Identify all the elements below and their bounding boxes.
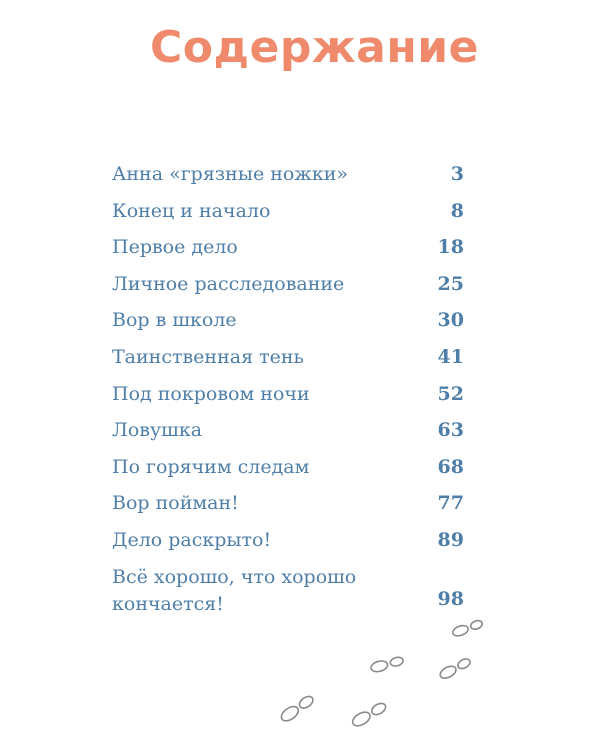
toc-entry-page: 52: [437, 382, 464, 405]
toc-entry: [112, 265, 464, 302]
toc-entry-title: Анна «грязные ножки»: [112, 163, 348, 185]
toc-entry: [112, 521, 464, 558]
toc-entry-page: 63: [437, 419, 464, 442]
toc-entry-title: По горячим следам: [112, 455, 310, 478]
toc-entry-title: Вор пойман!: [112, 492, 239, 515]
toc-entry-page: 77: [437, 492, 464, 515]
toc-entry-title: Под покровом ночи: [112, 382, 310, 405]
toc-entry-title: Всё хорошо, что хорошо кончается!: [112, 565, 357, 615]
page-title: Содержание: [150, 22, 479, 73]
toc-entry: [112, 375, 464, 412]
toc-entry-title: Ловушка: [112, 419, 203, 442]
toc-entry: [112, 228, 464, 265]
toc-entry: [112, 484, 464, 521]
toc-entry: [112, 558, 464, 618]
toc-entry-title: Личное расследование: [112, 272, 345, 295]
toc-entry-title: Дело раскрыто!: [112, 528, 272, 551]
toc-entry-title: Первое дело: [112, 236, 238, 259]
toc-entry-page: 18: [437, 236, 464, 259]
toc-entry-page: 8: [450, 199, 464, 222]
table-of-contents: [112, 155, 464, 618]
toc-entry-page: 68: [437, 455, 464, 478]
toc-entry: [112, 448, 464, 485]
toc-entry-page: 3: [450, 163, 464, 185]
toc-entry: [112, 192, 464, 229]
toc-entry: [112, 411, 464, 448]
toc-entry: [112, 155, 464, 192]
toc-entry-title: Таинственная тень: [112, 345, 304, 368]
toc-entry-title: Конец и начало: [112, 199, 271, 222]
toc-entry: [112, 338, 464, 375]
toc-entry-page: 25: [437, 272, 464, 295]
toc-entry-page: 98: [437, 587, 464, 610]
toc-entry-page: 30: [437, 309, 464, 332]
toc-entry-title: Вор в школе: [112, 309, 237, 332]
footprints-icon: [260, 612, 500, 742]
toc-entry-page: 89: [437, 528, 464, 551]
toc-entry: [112, 301, 464, 338]
toc-entry-page: 41: [437, 345, 464, 368]
